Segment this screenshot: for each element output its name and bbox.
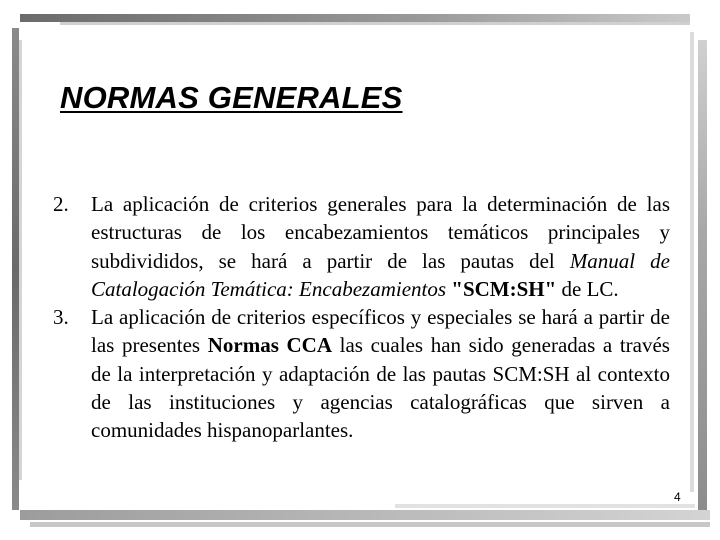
text-run: La aplicación de criterios generales para la determinación de las estructuras de los encabezamientos temáticos principales y subdivididos, se hará a partir de las pautas del bbox=[91, 192, 670, 273]
item-number: 2. bbox=[53, 192, 69, 216]
text-run-italic: Manual de Catalogación Temática: Encabezamientos bbox=[91, 248, 670, 301]
frame-top-shadow bbox=[60, 22, 690, 25]
item-number: 3. bbox=[53, 305, 69, 330]
frame-left-bar bbox=[12, 28, 19, 510]
text-run: las cuales han sido generadas a través de la interpretación y adaptación de las pautas SCM:SH al contexto de las instituciones y agencias catalográficas que sirven a comunidades hispanoparlantes. bbox=[91, 333, 670, 443]
frame-left-shadow bbox=[19, 40, 22, 480]
page-number: 4 bbox=[674, 490, 681, 504]
frame-bottom-shadow bbox=[30, 522, 710, 527]
frame-right-bar bbox=[698, 40, 707, 520]
list-item bbox=[53, 303, 670, 444]
frame-top-bar bbox=[20, 14, 690, 22]
frame-right-shadow bbox=[690, 32, 694, 492]
item-text bbox=[91, 303, 670, 444]
list-item bbox=[53, 190, 670, 303]
text-run-bold: Normas CCA bbox=[207, 333, 333, 358]
rules-list bbox=[53, 190, 670, 445]
frame-bottom-faint bbox=[395, 504, 695, 508]
text-run: de LC. bbox=[556, 276, 619, 301]
frame-bottom-bar bbox=[20, 510, 710, 520]
text-run: La aplicación de criterios específicos y especiales se hará a partir de las presentes bbox=[91, 305, 670, 358]
slide-title: NORMAS GENERALES bbox=[60, 80, 403, 115]
item-text bbox=[91, 190, 670, 303]
text-run-bold: "SCM:SH" bbox=[451, 276, 557, 301]
